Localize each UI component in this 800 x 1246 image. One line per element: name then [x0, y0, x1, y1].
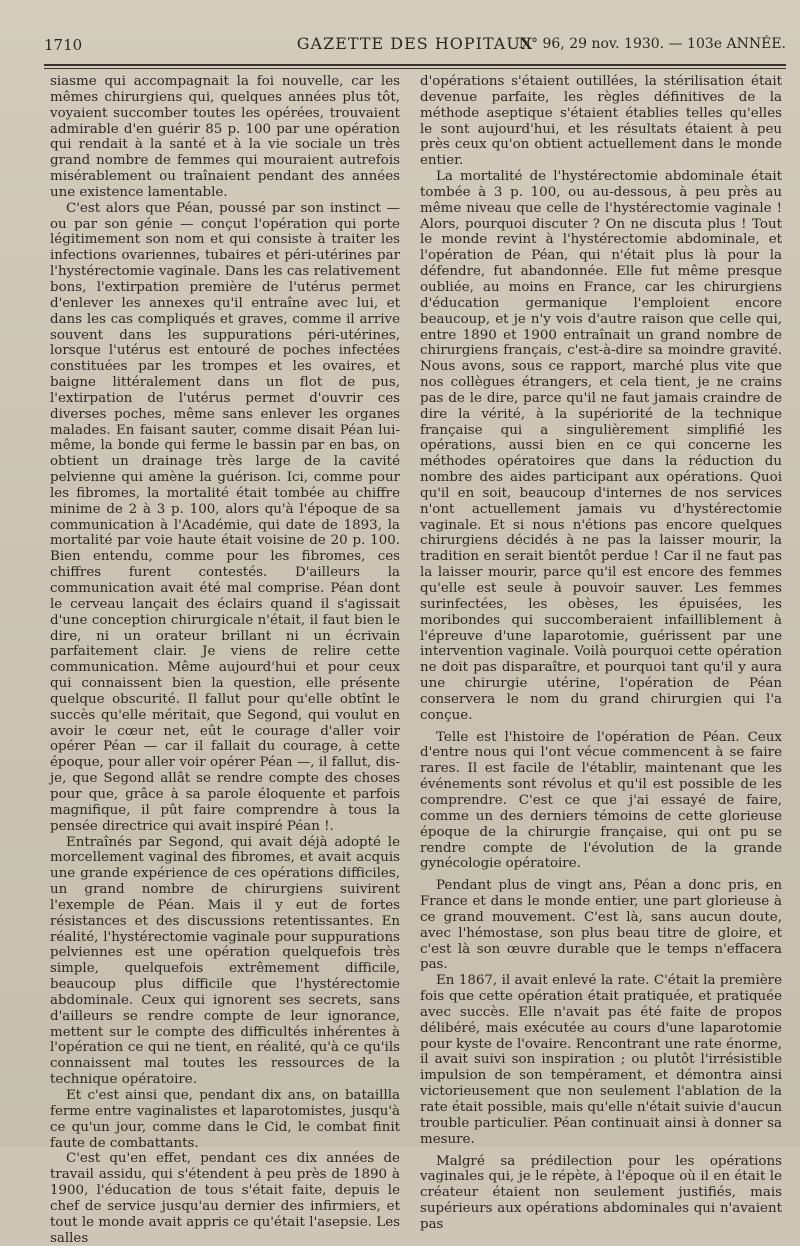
paragraph: d'opérations s'étaient outillées, la stérilisation était devenue parfaite, les règles définitives de la méthode aseptique s'étaient établies telles qu'elles le sont aujourd'hui, et les résultats étaient à peu près ceux qu'on obtient actuellement dans le monde entier.: [420, 74, 782, 169]
paragraph: siasme qui accompagnait la foi nouvelle, car les mêmes chirurgiens qui, quelques années plus tôt, voyaient succomber toutes les opérées, trouvaient admirable d'en guérir 85 p. 100 par une opération qui rendait à la santé et à la vie sociale un très grand nombre de femmes qui mouraient autrefois misérablement ou traînaient pendant des années une existence lamentable.: [50, 74, 400, 200]
paragraph: Entraînés par Segond, qui avait déjà adopté le morcellement vaginal des fibromes, et avait acquis une grande expérience de ces opérations difficiles, un grand nombre de chirurgiens suivirent l'exemple de Péan. Mais il y eut de fortes résistances et des discussions retentissantes. En réalité, l'hystérectomie vaginale pour suppurations pelviennes est une opération quelquefois très simple, quelquefois extrêmement difficile, beaucoup plus difficile que l'hystérectomie abdominale. Ceux qui ignorent ses secrets, sans d'ailleurs se rendre compte de leur ignorance, mettent sur le compte des difficultés inhérentes à l'opération ce qui ne tient, en réalité, qu'à ce qu'ils connaissent mal toutes les ressources de la technique opératoire.: [50, 834, 400, 1088]
paragraph: La mortalité de l'hystérectomie abdominale était tombée à 3 p. 100, ou au-dessous, à peu près au même niveau que celle de l'hystérectomie vaginale ! Alors, pourquoi discuter ? On ne discuta plus ! Tout le monde revint à l'hystérectomie abdominale, et l'opération de Péan, qui n'était plus là pour la défendre, fut abandonnée. Elle fut même presque oubliée, au moins en France, car les chirurgiens d'éducation germanique l'emploient encore beaucoup, et je n'y vois d'autre raison que celle qui, entre 1890 et 1900 entraînait un grand nombre de chirurgiens français, c'est-à-dire sa moindre gravité. Nous avons, sous ce rapport, marché plus vite que nos collègues étrangers, et cela tient, je ne crains pas de le dire, parce qu'il ne faut jamais craindre de dire la vérité, à la supériorité de la technique française qui a singulièrement simplifié les opérations, aussi bien en ce qui concerne les méthodes opératoires que dans la réduction du nombre des aides participant aux opérations. Quoi qu'il en soit, beaucoup d'internes de nos services n'ont actuellement jamais vu d'hystérectomie vaginale. Et si nous n'étions pas encore quelques chirurgiens décidés à ne pas la laisser mourir, la tradition en serait bientôt perdue ! Car il ne faut pas la laisser mourir, parce qu'il est encore des femmes qu'elle est seule à pouvoir sauver. Les femmes surinfectées, les obèses, les épuisées, les moribondes qui succomberaient infailliblement à l'épreuve d'une laparotomie, guérissent par une intervention vaginale. Voilà pourquoi cette opération ne doit pas disparaître, et pourquoi tant qu'il y aura une chirurgie utérine, l'opération de Péan conservera le nom du grand chirurgien qui l'a conçue.: [420, 169, 782, 723]
right-column: [420, 74, 782, 1232]
paragraph: Pendant plus de vingt ans, Péan a donc pris, en France et dans le monde entier, une part glorieuse à ce grand mouvement. C'est là, sans aucun doute, avec l'hémostase, son plus beau titre de gloire, et c'est là son œuvre durable que le temps n'effacera pas.: [420, 878, 782, 973]
paragraph: C'est alors que Péan, poussé par son instinct — ou par son génie — conçut l'opération qui porte légitimement son nom et qui consiste à traiter les infections ovariennes, tubaires et péri-utérines par l'hystérectomie vaginale. Dans les cas relativement bons, l'extirpation première de l'utérus permet d'enlever les annexes qu'il entraîne avec lui, et dans les cas compliqués et graves, comme il arrive souvent dans les suppurations péri-utérines, lorsque l'utérus est entouré de poches infectées constituées par les trompes et les ovaires, et baigne littéralement dans un flot de pus, l'extirpation de l'utérus permet d'ouvrir ces diverses poches, même sans enlever les organes malades. En faisant sauter, comme disait Péan lui-même, la bonde qui ferme le bassin par en bas, on obtient un drainage très large de la cavité pelvienne qui amène la guérison. Ici, comme pour les fibromes, la mortalité était tombée au chiffre minime de 2 à 3 p. 100, alors qu'à l'époque de sa communication à l'Académie, qui date de 1893, la mortalité par voie haute était voisine de 20 p. 100. Bien entendu, comme pour les fibromes, ces chiffres furent contestés. D'ailleurs la communication avait été mal comprise. Péan dont le cerveau lançait des éclairs quand il s'agissait d'une conception chirurgicale n'était, il faut bien le dire, ni un orateur brillant ni un écrivain parfaitement clair. Je viens de relire cette communication. Même aujourd'hui et pour ceux qui connaissent bien la question, elle présente quelque obscurité. Il fallut pour qu'elle obtînt le succès qu'elle méritait, que Segond, qui voulut en avoir le cœur net, eût le courage d'aller voir opérer Péan — car il fallait du courage, à cette époque, pour aller voir opérer Péan —, il fallut, dis-je, que Segond allât se rendre compte des choses pour que, grâce à sa parole éloquente et parfois magnifique, il pût faire comprendre à tous la pensée directrice qui avait inspiré Péan !.: [50, 200, 400, 834]
page-number: 1710: [44, 36, 83, 54]
journal-title: GAZETTE DES HOPITAUX: [296, 34, 534, 53]
paragraph: Malgré sa prédilection pour les opérations vaginales qui, je le répète, à l'époque où il en était le créateur étaient non seulement justifiés, mais supérieurs aux opérations abdominales qui n'avaient pas: [420, 1153, 782, 1232]
header-rule: [44, 64, 786, 66]
paragraph: Telle est l'histoire de l'opération de Péan. Ceux d'entre nous qui l'ont vécue commencent à se faire rares. Il est facile de l'établir, maintenant que les événements sont révolus et qu'il est possible de les comprendre. C'est ce que j'ai essayé de faire, comme un des derniers témoins de cette glorieuse époque de la chirurgie française, qui ont pu se rendre compte de l'évolution de la grande gynécologie opératoire.: [420, 729, 782, 872]
paragraph: En 1867, il avait enlevé la rate. C'était la première fois que cette opération était pratiquée, et pratiquée avec succès. Elle n'avait pas été faite de propos délibéré, mais exécutée au cours d'une laparotomie pour kyste de l'ovaire. Rencontrant une rate énorme, il avait suivi son inspiration ; ou plutôt l'irrésistible impulsion de son tempérament, et démontra ainsi victorieusement que non seulement l'ablation de la rate était possible, mais qu'elle n'était suivie d'aucun trouble particulier. Péan continuait ainsi à donner sa mesure.: [420, 973, 782, 1147]
paragraph: Et c'est ainsi que, pendant dix ans, on bataillla ferme entre vaginalistes et laparotomistes, jusqu'à ce qu'un jour, comme dans le Cid, le combat finit faute de combattants.: [50, 1088, 400, 1151]
left-column: [50, 74, 400, 1246]
page-header: [44, 34, 786, 62]
issue-info: N° 96, 29 nov. 1930. — 103e ANNÉE.: [518, 36, 786, 52]
paragraph: C'est qu'en effet, pendant ces dix années de travail assidu, qui s'étendent à peu près de 1890 à 1900, l'éducation de tous s'était faite, depuis le chef de service jusqu'au dernier des infirmiers, et tout le monde avait appris ce qu'était l'asepsie. Les salles: [50, 1151, 400, 1246]
header-rule-thin: [44, 68, 786, 69]
